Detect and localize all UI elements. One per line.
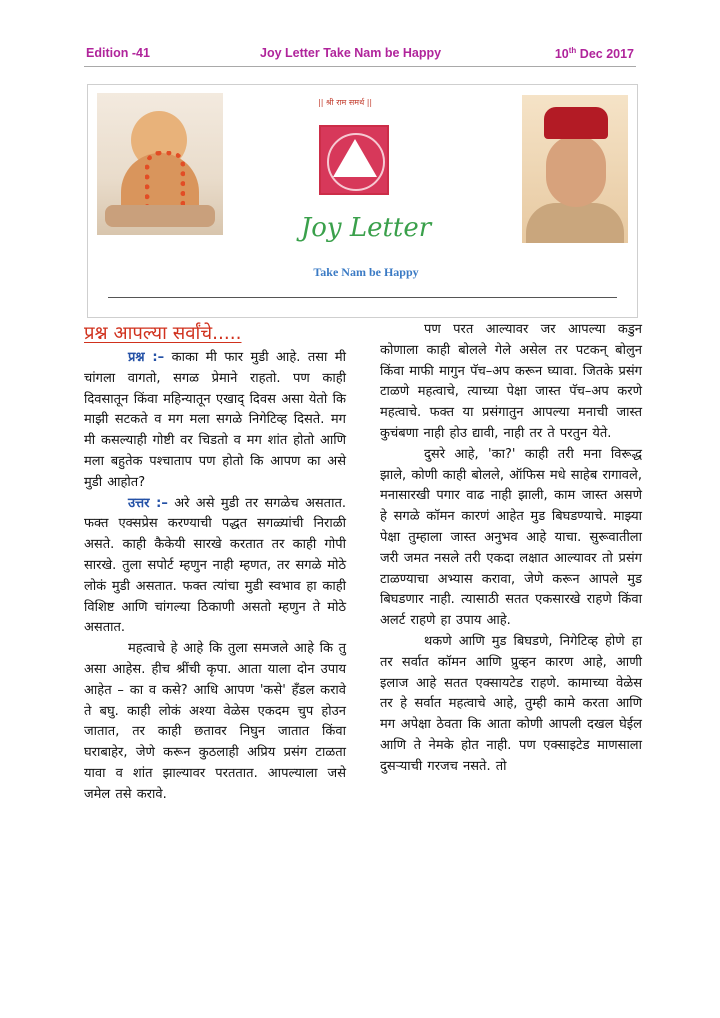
date-rest: Dec 2017	[576, 47, 634, 62]
joy-letter-banner	[87, 84, 638, 318]
page-header	[84, 36, 636, 67]
answer-paragraph	[84, 494, 346, 640]
answer-text: अरे असे मुडी तर सगळेच असतात. फक्त एक्सप्रेस करण्याची पद्धत सगळ्यांची निराळी असते. काही कैकेयी सारखे करतात तर काही गोपी सारखे. तुला सपोर्ट म्हणुन नाही म्हणत, तर सगळे मोठे लोकं मुडी असतात. फक्त त्यांचा मुडी स्वभाव हा काही विशिष्ट आणि चांगल्या ठिकाणी असतो म्हणुन ते मोठे असतात.	[84, 495, 346, 636]
guru-photo	[97, 93, 223, 235]
shri-ram-samarth-text: || श्री राम समर्थ ||	[318, 98, 373, 107]
answer-label: उत्तर :–	[128, 495, 168, 511]
date-day: 10	[554, 47, 569, 62]
paragraph-5: दुसरे आहे, 'का?' काही तरी मना विरूद्ध झाले, कोणी काही बोलले, ऑफिस मधे साहेब रागावले, मनासारखी पगार वाढ नाही झाली, काम जास्त असणे हे सगळे कॉमन कारणं आहेत मुड बिघडण्याचे. माझ्या पेक्षा तुम्हाला जास्त अनुभव आहे याचा. सुरूवातीला जरी जमत नसले तरी एकदा लक्षात आल्यावर तो प्रसंग टाळण्याचा अभ्यास करावा, जेणे करून आपले मुड बिघडणार नाही. त्यासाठी सतत एकसारखे राहणे किंवा अलर्ट राहणे हा उपाय आहे.	[380, 446, 642, 629]
question-paragraph	[84, 348, 346, 494]
date-suffix: th	[568, 46, 577, 55]
question-text: काका मी फार मुडी आहे. तसा मी चांगला वागतो, सगळ प्रेमाने राहतो. पण काही दिवसातून किंवा महिन्यातून एखाद् दिवस असा येतो कि माझी सटकते व मग मला सगळे निगेटिव्ह दिसते. मग मी कसल्याही गोष्टी वर चिडतो व मग शांत होतो आणि मला बहुतेक पश्चाताप पण होतो कि आपण का असे मुडी आहोत?	[84, 350, 346, 490]
paragraph-6: थकणे आणि मुड बिघडणे, निगेटिव्ह होणे हा तर सर्वात कॉमन आणि प्रुव्हन कारण आहे, आणी इलाज आहे सतत एक्सायटेड राहणे. कामाच्या वेळेस तर हे सर्वात महत्वाचे आहे, तुम्ही कामे करता आणि मग अपेक्षा ठेवता कि आता कोणी आपली दखल घेईल आणि ते नेमके होत नाही. पण एक्साइटेड माणसाला दुसऱ्याची गरजच नसते. तो	[380, 633, 642, 774]
article-title: प्रश्न आपल्या सर्वांचे.....	[84, 323, 242, 344]
joy-letter-logo	[319, 125, 389, 195]
paragraph-3: महत्वाचे हे आहे कि तुला समजले आहे कि तु असा आहेस. हीच श्रींची कृपा. आता याला दोन उपाय आहेत – का व कसे? आधि आपण 'कसे' हॅंडल करावे ते बघु. काही लोकं अश्या वेळेस एकदम चुप होउन जातात, तर काही छतावर निघुन जातात किंवा घराबाहेर, जेणे करून कुठलाही अप्रिय प्रसंग टाळता यावा व शांत झाल्यावर परततात. आपल्याला जसे जमेल तसे करावे.	[84, 641, 346, 802]
header-title: Joy Letter Take Nam be Happy	[260, 46, 442, 60]
logo-tagline: Take Nam be Happy	[313, 265, 419, 279]
banner-divider	[108, 297, 617, 298]
article-column-left	[84, 320, 346, 806]
question-label: प्रश्न :–	[128, 350, 165, 365]
header-date	[555, 46, 634, 61]
article-column-right	[380, 320, 642, 778]
author-photo	[522, 95, 628, 243]
paragraph-4: पण परत आल्यावर जर आपल्या कडुन कोणाला काही बोलले गेले असेल तर पटकन् बोलुन किंवा माफी मागुन पॅच–अप करून घ्यावा. जितके प्रसंग टाळणे महत्वाचे, त्याच्या पेक्षा जास्त पॅच–अप करणे महत्वाचे. फक्त या प्रसंगातुन आपल्या मनाची जास्त कुचंबणा नाही होउ द्यावी, नाही तर ते परतुन येते.	[380, 322, 642, 441]
edition-label: Edition -41	[86, 46, 150, 60]
logo-title: Joy Letter	[300, 213, 432, 243]
